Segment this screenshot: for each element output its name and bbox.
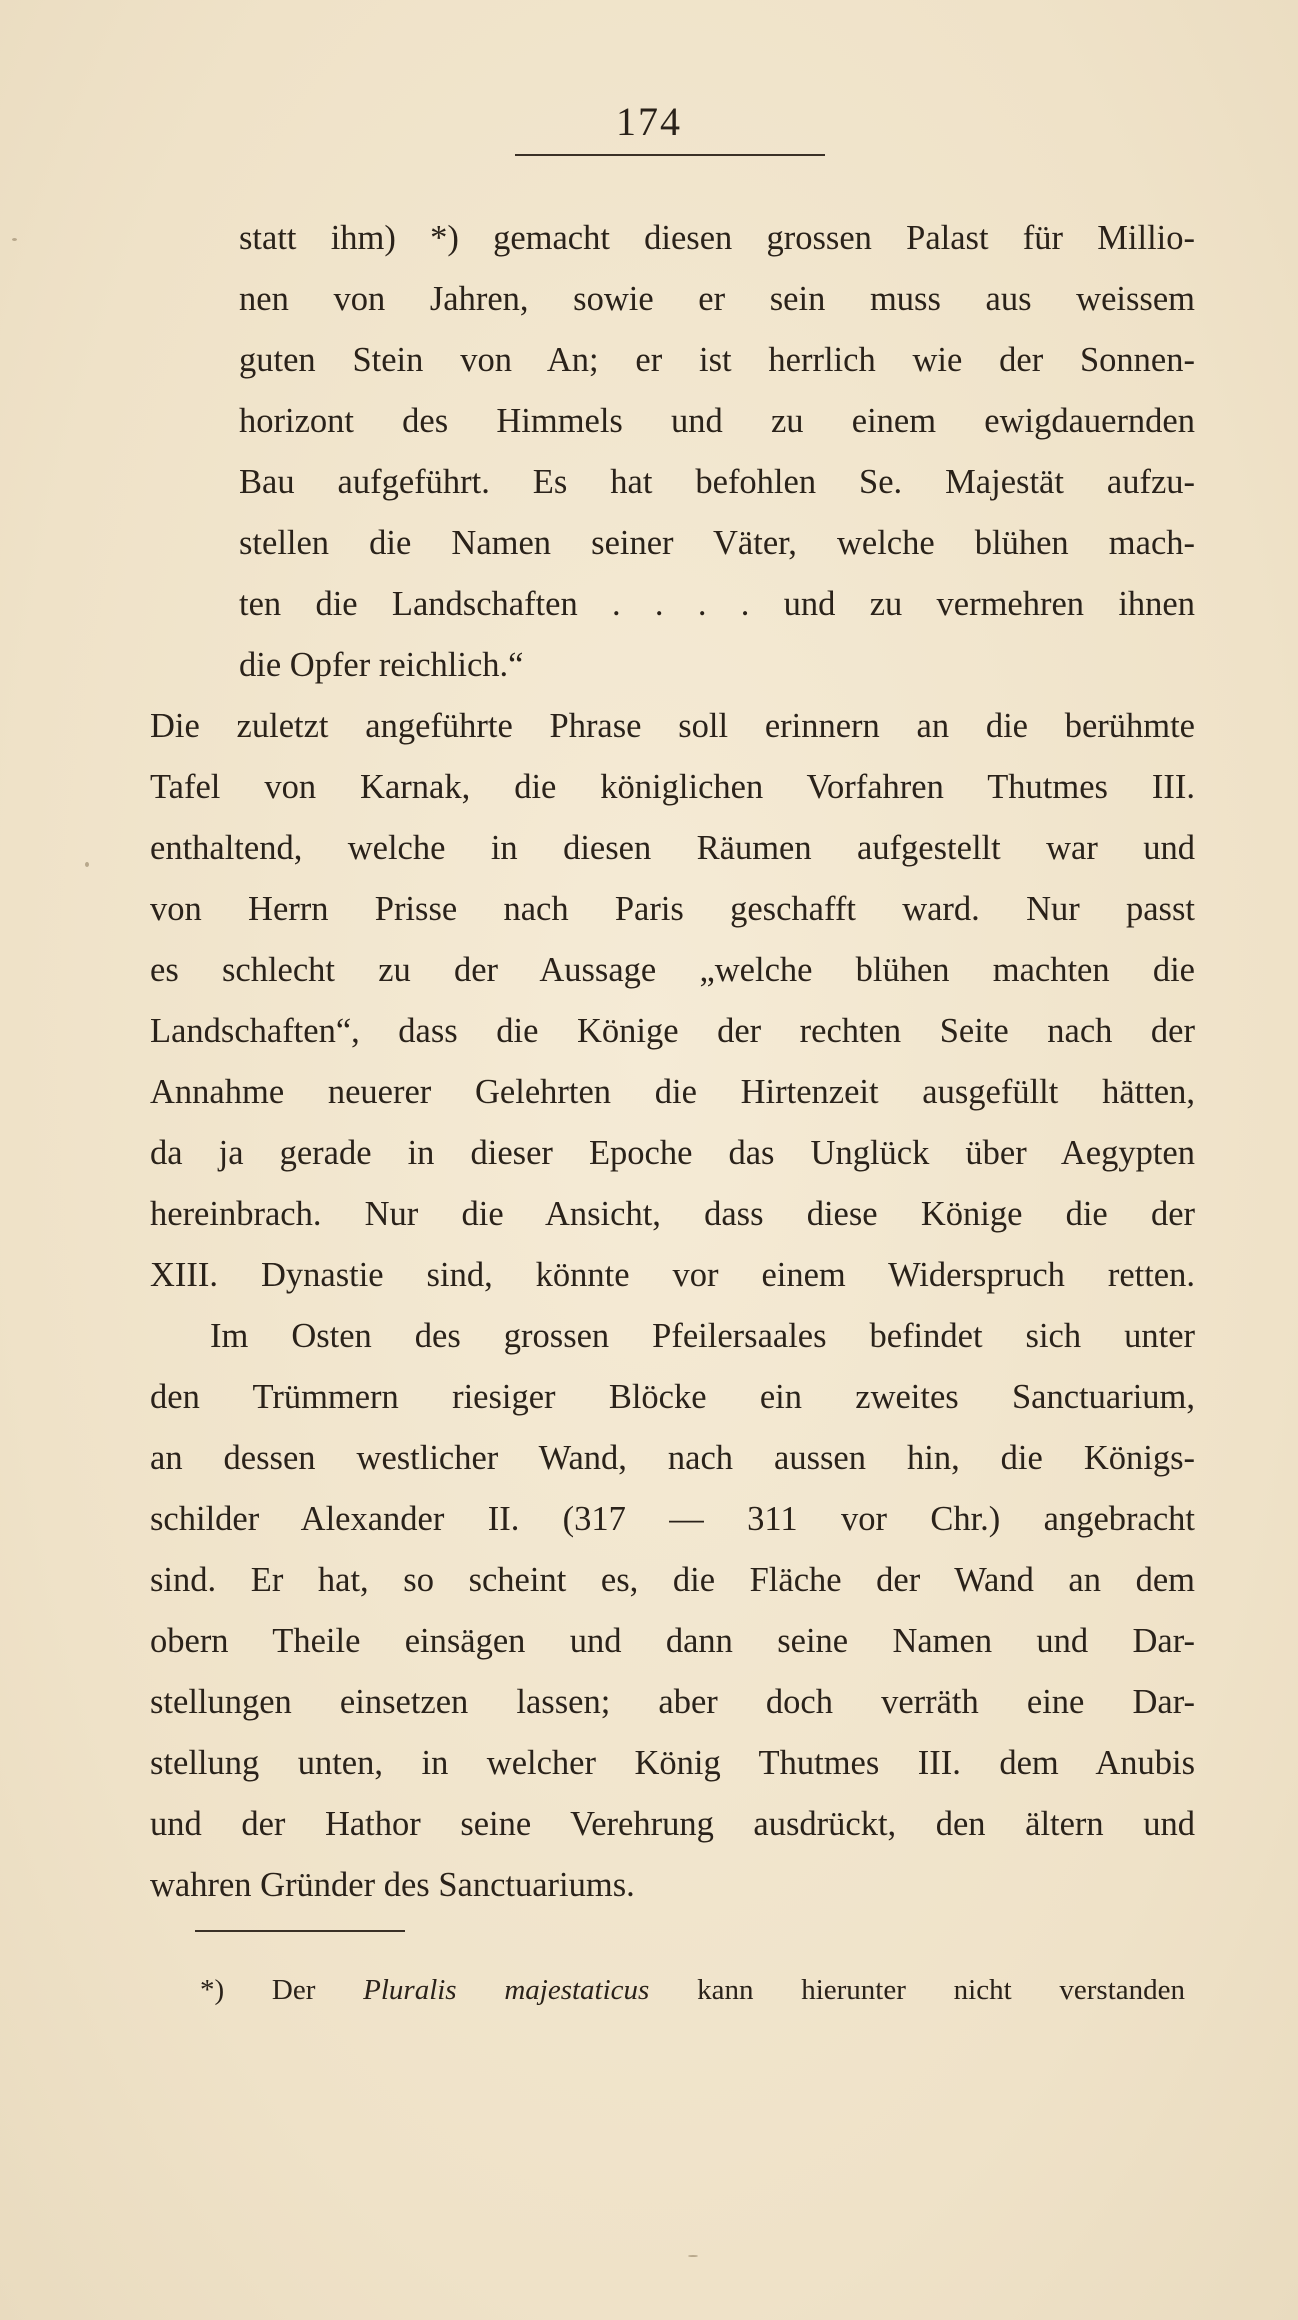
text-line: horizont des Himmels und zu einem ewigdauernden	[239, 402, 1195, 440]
footnote	[200, 1970, 1185, 2010]
footnote-italic-term: Pluralis majestaticus	[363, 1974, 650, 2006]
text-line: wahren Gründer des Sanctuariums.	[150, 1866, 635, 1904]
text-line: nen von Jahren, sowie er sein muss aus weissem	[239, 280, 1195, 318]
footnote-marker: *) Der	[200, 1974, 316, 2006]
text-line: stellungen einsetzen lassen; aber doch verräth eine Dar-	[150, 1683, 1195, 1721]
text-line: Annahme neuerer Gelehrten die Hirtenzeit ausgefüllt hätten,	[150, 1073, 1195, 1111]
text-line: sind. Er hat, so scheint es, die Fläche der Wand an dem	[150, 1561, 1195, 1599]
header-rule	[515, 154, 825, 156]
body-text	[150, 208, 1195, 1916]
text-line: Die zuletzt angeführte Phrase soll erinnern an die berühmte	[150, 707, 1195, 745]
text-line: und der Hathor seine Verehrung ausdrückt, den ältern und	[150, 1805, 1195, 1843]
paper-speck	[85, 862, 89, 867]
text-line: obern Theile einsägen und dann seine Namen und Dar-	[150, 1622, 1195, 1660]
text-line: an dessen westlicher Wand, nach aussen hin, die Königs-	[150, 1439, 1195, 1477]
text-line: stellung unten, in welcher König Thutmes III. dem Anubis	[150, 1744, 1195, 1782]
text-line: hereinbrach. Nur die Ansicht, dass diese Könige die der	[150, 1195, 1195, 1233]
text-line: Bau aufgeführt. Es hat befohlen Se. Majestät aufzu-	[239, 463, 1195, 501]
text-line: enthaltend, welche in diesen Räumen aufgestellt war und	[150, 829, 1195, 867]
text-line: XIII. Dynastie sind, könnte vor einem Widerspruch retten.	[150, 1256, 1195, 1294]
paragraph-quote	[150, 208, 1195, 696]
text-line: Landschaften“, dass die Könige der rechten Seite nach der	[150, 1012, 1195, 1050]
text-line: es schlecht zu der Aussage „welche blühen machten die	[150, 951, 1195, 989]
text-line: stellen die Namen seiner Väter, welche blühen mach-	[239, 524, 1195, 562]
text-line: ten die Landschaften . . . . und zu vermehren ihnen	[239, 585, 1195, 623]
paper-speck	[688, 2255, 698, 2257]
text-line: statt ihm) *) gemacht diesen grossen Palast für Millio-	[239, 219, 1195, 257]
text-line: Im Osten des grossen Pfeilersaales befindet sich unter	[210, 1317, 1195, 1355]
text-line: guten Stein von An; er ist herrlich wie der Sonnen-	[239, 341, 1195, 379]
paper-speck	[12, 238, 17, 241]
footnote-rule	[195, 1930, 405, 1932]
paragraph-sanctuarium	[150, 1306, 1195, 1916]
text-line: schilder Alexander II. (317 — 311 vor Chr.) angebracht	[150, 1500, 1195, 1538]
text-line: von Herrn Prisse nach Paris geschafft ward. Nur passt	[150, 890, 1195, 928]
text-line: die Opfer reichlich.“	[239, 646, 524, 684]
paragraph-karnak	[150, 696, 1195, 1306]
text-line: den Trümmern riesiger Blöcke ein zweites Sanctuarium,	[150, 1378, 1195, 1416]
text-line: Tafel von Karnak, die königlichen Vorfahren Thutmes III.	[150, 768, 1195, 806]
footnote-rest: kann hierunter nicht verstanden	[697, 1974, 1185, 2006]
text-line: da ja gerade in dieser Epoche das Unglück über Aegypten	[150, 1134, 1195, 1172]
page-number: 174	[616, 99, 682, 144]
